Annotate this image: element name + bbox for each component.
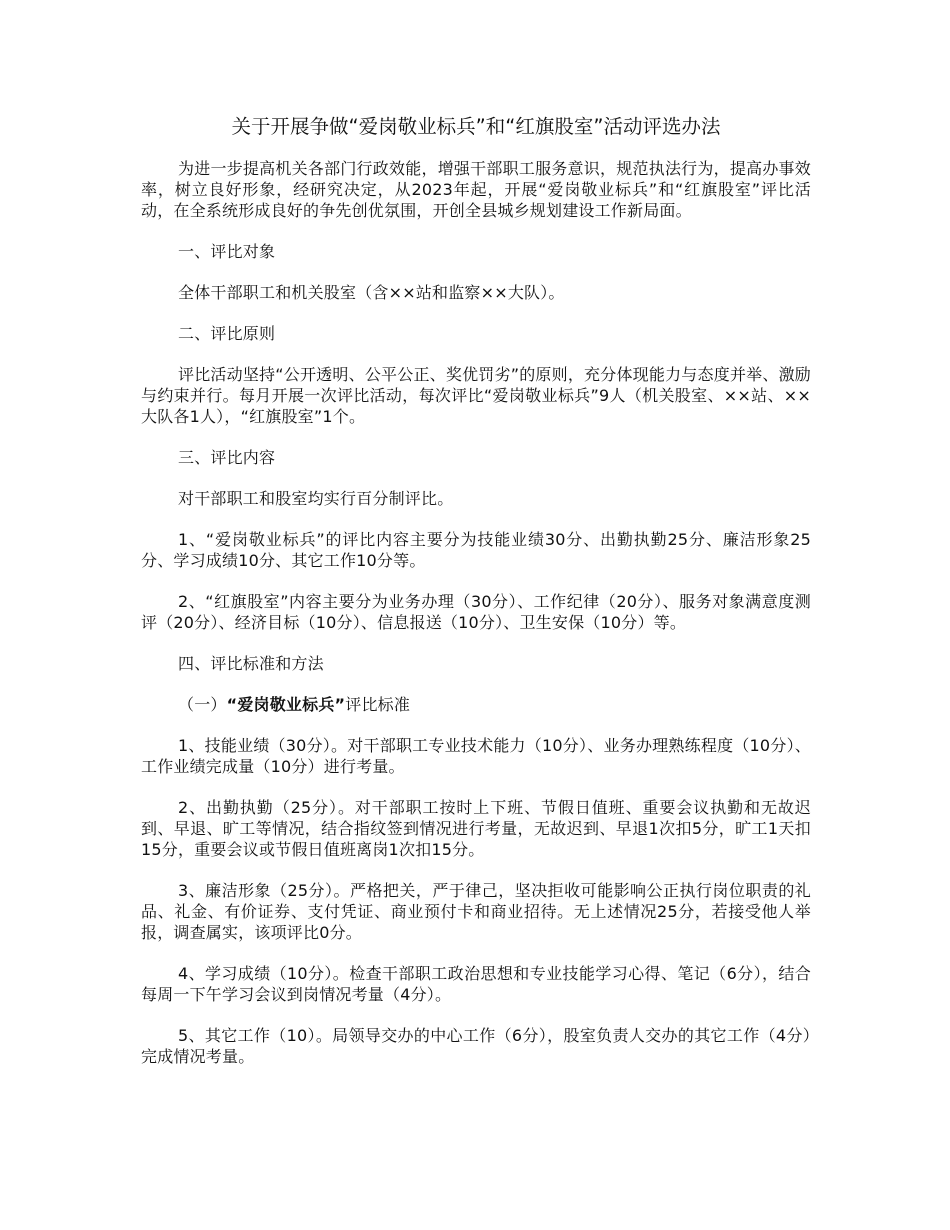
subsection-title-tail: 评比标准	[345, 695, 411, 714]
section-heading-principles: 二、评比原则	[178, 324, 276, 343]
content-paragraph: 对干部职工和股室均实行百分制评比。	[178, 489, 454, 508]
document-title: 关于开展争做“爱岗敬业标兵”和“红旗股室”活动评选办法	[231, 115, 721, 138]
section-heading-objects: 一、评比对象	[178, 242, 276, 261]
standard-item-2: 2、出勤执勤（25分）。对干部职工按时上下班、节假日值班、重要会议执勤和无故迟到、早退、旷工等情况，结合指纹签到情况进行考量，无故迟到、早退1次扣5分，旷工1天扣15分，重要会议或节假日值班离岗1次扣15分。	[141, 798, 811, 859]
standard-item-4: 4、学习成绩（10分）。检查干部职工政治思想和专业技能学习心得、笔记（6分），结合每周一下午学习会议到岗情况考量（4分）。	[141, 964, 811, 1004]
principles-paragraph: 评比活动坚持“公开透明、公平公正、奖优罚劣”的原则，充分体现能力与态度并举、激励与约束并行。每月开展一次评比活动，每次评比“爱岗敬业标兵”9人（机关股室、××站、××大队各1人），“红旗股室”1个。	[141, 365, 811, 426]
subsection-bold-title: “爱岗敬业标兵”	[226, 695, 346, 714]
standard-item-5: 5、其它工作（10）。局领导交办的中心工作（6分），股室负责人交办的其它工作（4分）完成情况考量。	[141, 1026, 811, 1066]
section-heading-content: 三、评比内容	[178, 448, 276, 467]
standard-item-3: 3、廉洁形象（25分）。严格把关，严于律己，坚决拒收可能影响公正执行岗位职责的礼品、礼金、有价证券、支付凭证、商业预付卡和商业招待。无上述情况25分，若接受他人举报，调查属实，该项评比0分。	[141, 881, 811, 942]
content-item-1: 1、“爱岗敬业标兵”的评比内容主要分为技能业绩30分、出勤执勤25分、廉洁形象25分、学习成绩10分、其它工作10分等。	[141, 530, 811, 570]
subsection-heading-1	[141, 694, 811, 715]
document-page	[141, 112, 811, 1067]
standard-item-1: 1、技能业绩（30分）。对干部职工专业技术能力（10分）、业务办理熟练程度（10分）、工作业绩完成量（10分）进行考量。	[141, 736, 811, 776]
content-item-2: 2、“红旗股室”内容主要分为业务办理（30分）、工作纪律（20分）、服务对象满意度测评（20分）、经济目标（10分）、信息报送（10分）、卫生安保（10分）等。	[141, 592, 811, 632]
section-heading-standards: 四、评比标准和方法	[178, 654, 324, 673]
objects-paragraph: 全体干部职工和机关股室（含××站和监察××大队）。	[178, 283, 565, 302]
intro-paragraph: 为进一步提高机关各部门行政效能，增强干部职工服务意识，规范执法行为，提高办事效率，树立良好形象，经研究决定，从2023年起，开展“爱岗敬业标兵”和“红旗股室”评比活动，在全系统形成良好的争先创优氛围，开创全县城乡规划建设工作新局面。	[141, 159, 811, 220]
subsection-number: （一）	[178, 695, 227, 714]
